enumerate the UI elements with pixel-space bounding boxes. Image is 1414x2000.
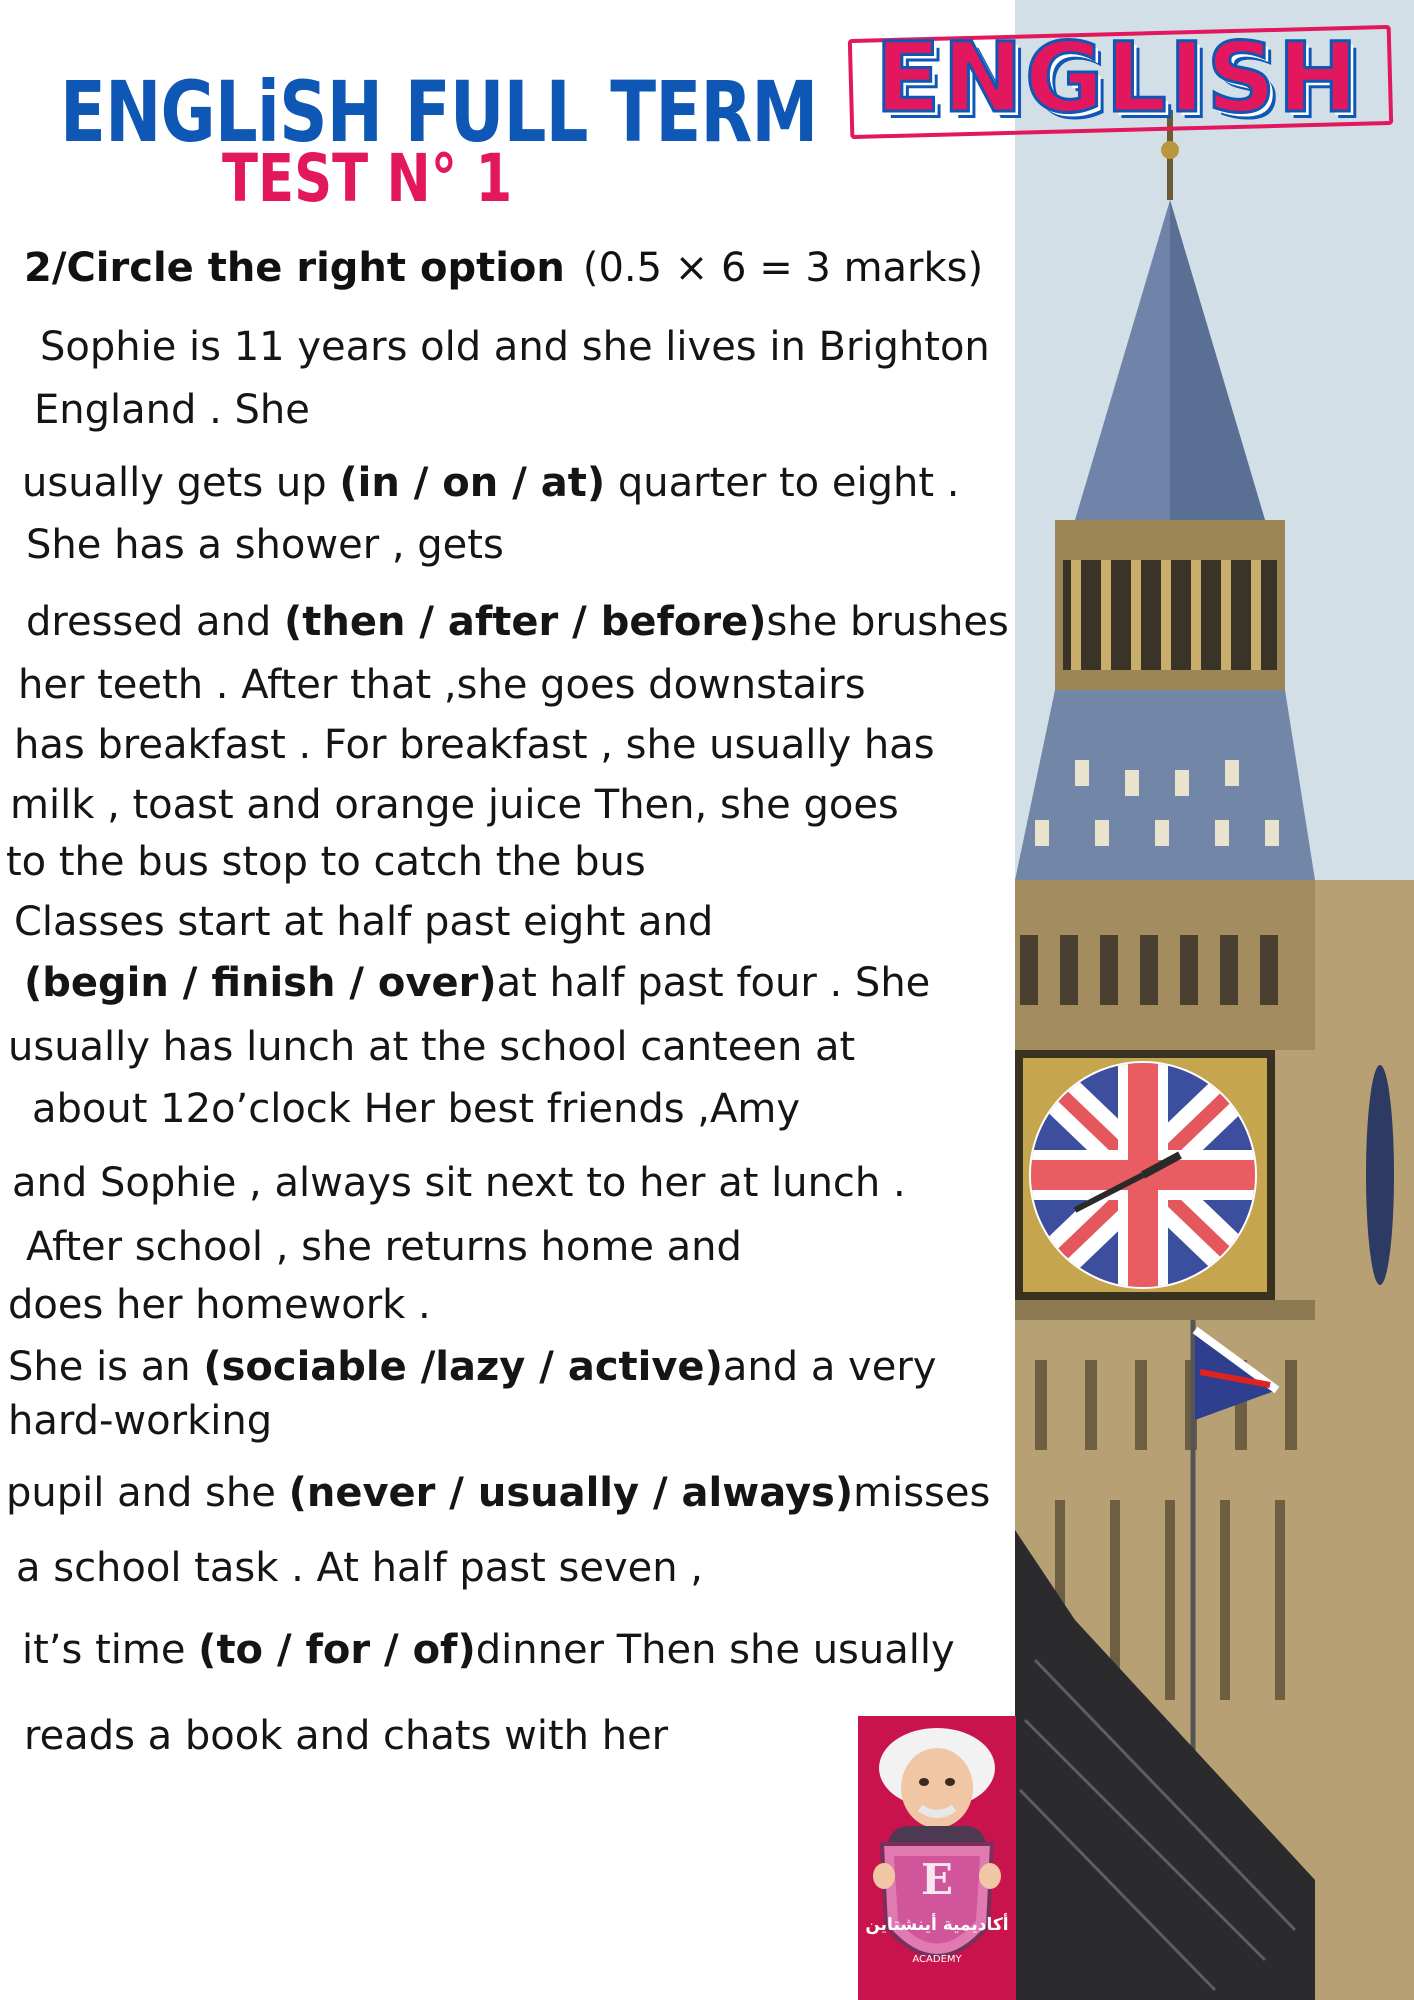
exercise-instruction [24, 245, 983, 291]
test-number: TEST N° 1 [222, 140, 513, 217]
answer-options[interactable]: (then / after / before) [283, 599, 767, 645]
text-line [8, 1022, 855, 1072]
text-line [14, 897, 713, 947]
line-text: her teeth . After that ,she goes downstairs [18, 662, 866, 708]
line-text: usually has lunch at the school canteen at [8, 1024, 856, 1070]
answer-options[interactable]: (to / for / of) [198, 1627, 476, 1673]
big-ben-photo [1015, 0, 1414, 2000]
line-text: usually gets up [22, 460, 340, 506]
line-text: After school , she returns home and [26, 1224, 742, 1270]
text-line [8, 1396, 272, 1446]
english-badge [845, 24, 1390, 132]
line-text-after: dinner Then she usually [475, 1627, 955, 1673]
badge-text: ENGLISH [874, 22, 1361, 134]
text-line [32, 1084, 800, 1134]
line-text: hard-working [8, 1398, 273, 1444]
line-text: about 12o’clock Her best friends ,Amy [32, 1086, 801, 1132]
line-text-after: misses [853, 1470, 991, 1516]
line-text: dressed and [26, 599, 284, 645]
line-text-after: and a very [722, 1344, 937, 1390]
answer-options[interactable]: (sociable /lazy / active) [203, 1344, 723, 1390]
text-line [22, 458, 959, 508]
text-line [22, 1625, 955, 1675]
text-line [16, 1543, 703, 1593]
line-text-after: she brushes [766, 599, 1009, 645]
text-line [12, 1158, 906, 1208]
text-line [34, 385, 310, 435]
logo-caption: ACADEMY [912, 1954, 962, 1965]
line-text: She has a shower , gets [26, 522, 504, 568]
marks-text: (0.5 × 6 = 3 marks) [582, 245, 984, 291]
einstein-mascot-icon [858, 1716, 1016, 2000]
text-line [26, 1222, 742, 1272]
line-text: reads a book and chats with her [24, 1713, 669, 1759]
line-text-after: at half past four . She [496, 960, 931, 1006]
instruction-text: 2/Circle the right option [24, 245, 565, 291]
line-text: England . She [34, 387, 310, 433]
line-text: Sophie is 11 years old and she lives in Brighton [40, 324, 990, 370]
line-text: pupil and she [6, 1470, 289, 1516]
text-line [24, 1711, 668, 1761]
page-title: ENGLiSH FULL TERM [60, 63, 818, 161]
line-text: milk , toast and orange juice Then, she goes [10, 782, 899, 828]
text-line [6, 1468, 990, 1518]
text-line [26, 597, 1009, 647]
line-text: Classes start at half past eight and [14, 899, 714, 945]
text-line [14, 720, 935, 770]
logo-letter: E [920, 1855, 954, 1904]
text-line [6, 837, 646, 887]
text-line [40, 322, 990, 372]
line-text: to the bus stop to catch the bus [6, 839, 646, 885]
answer-options[interactable]: (in / on / at) [339, 460, 606, 506]
line-text: and Sophie , always sit next to her at lunch . [12, 1160, 906, 1206]
text-line [18, 660, 866, 710]
academy-logo [858, 1716, 1016, 2000]
text-line [24, 958, 930, 1008]
text-line [26, 520, 504, 570]
text-line [10, 780, 899, 830]
line-text: She is an [8, 1344, 204, 1390]
line-text: does her homework . [8, 1282, 431, 1328]
line-text: it’s time [22, 1627, 199, 1673]
text-line [8, 1280, 431, 1330]
line-text: has breakfast . For breakfast , she usually has [14, 722, 935, 768]
big-ben-illustration [1015, 0, 1414, 2000]
text-line [8, 1342, 936, 1392]
answer-options[interactable]: (begin / finish / over) [24, 960, 497, 1006]
line-text: a school task . At half past seven , [16, 1545, 704, 1591]
line-text-after: quarter to eight . [605, 460, 960, 506]
logo-arabic-name: أكاديمية أينشتاين [865, 1915, 1009, 1935]
answer-options[interactable]: (never / usually / always) [288, 1470, 854, 1516]
